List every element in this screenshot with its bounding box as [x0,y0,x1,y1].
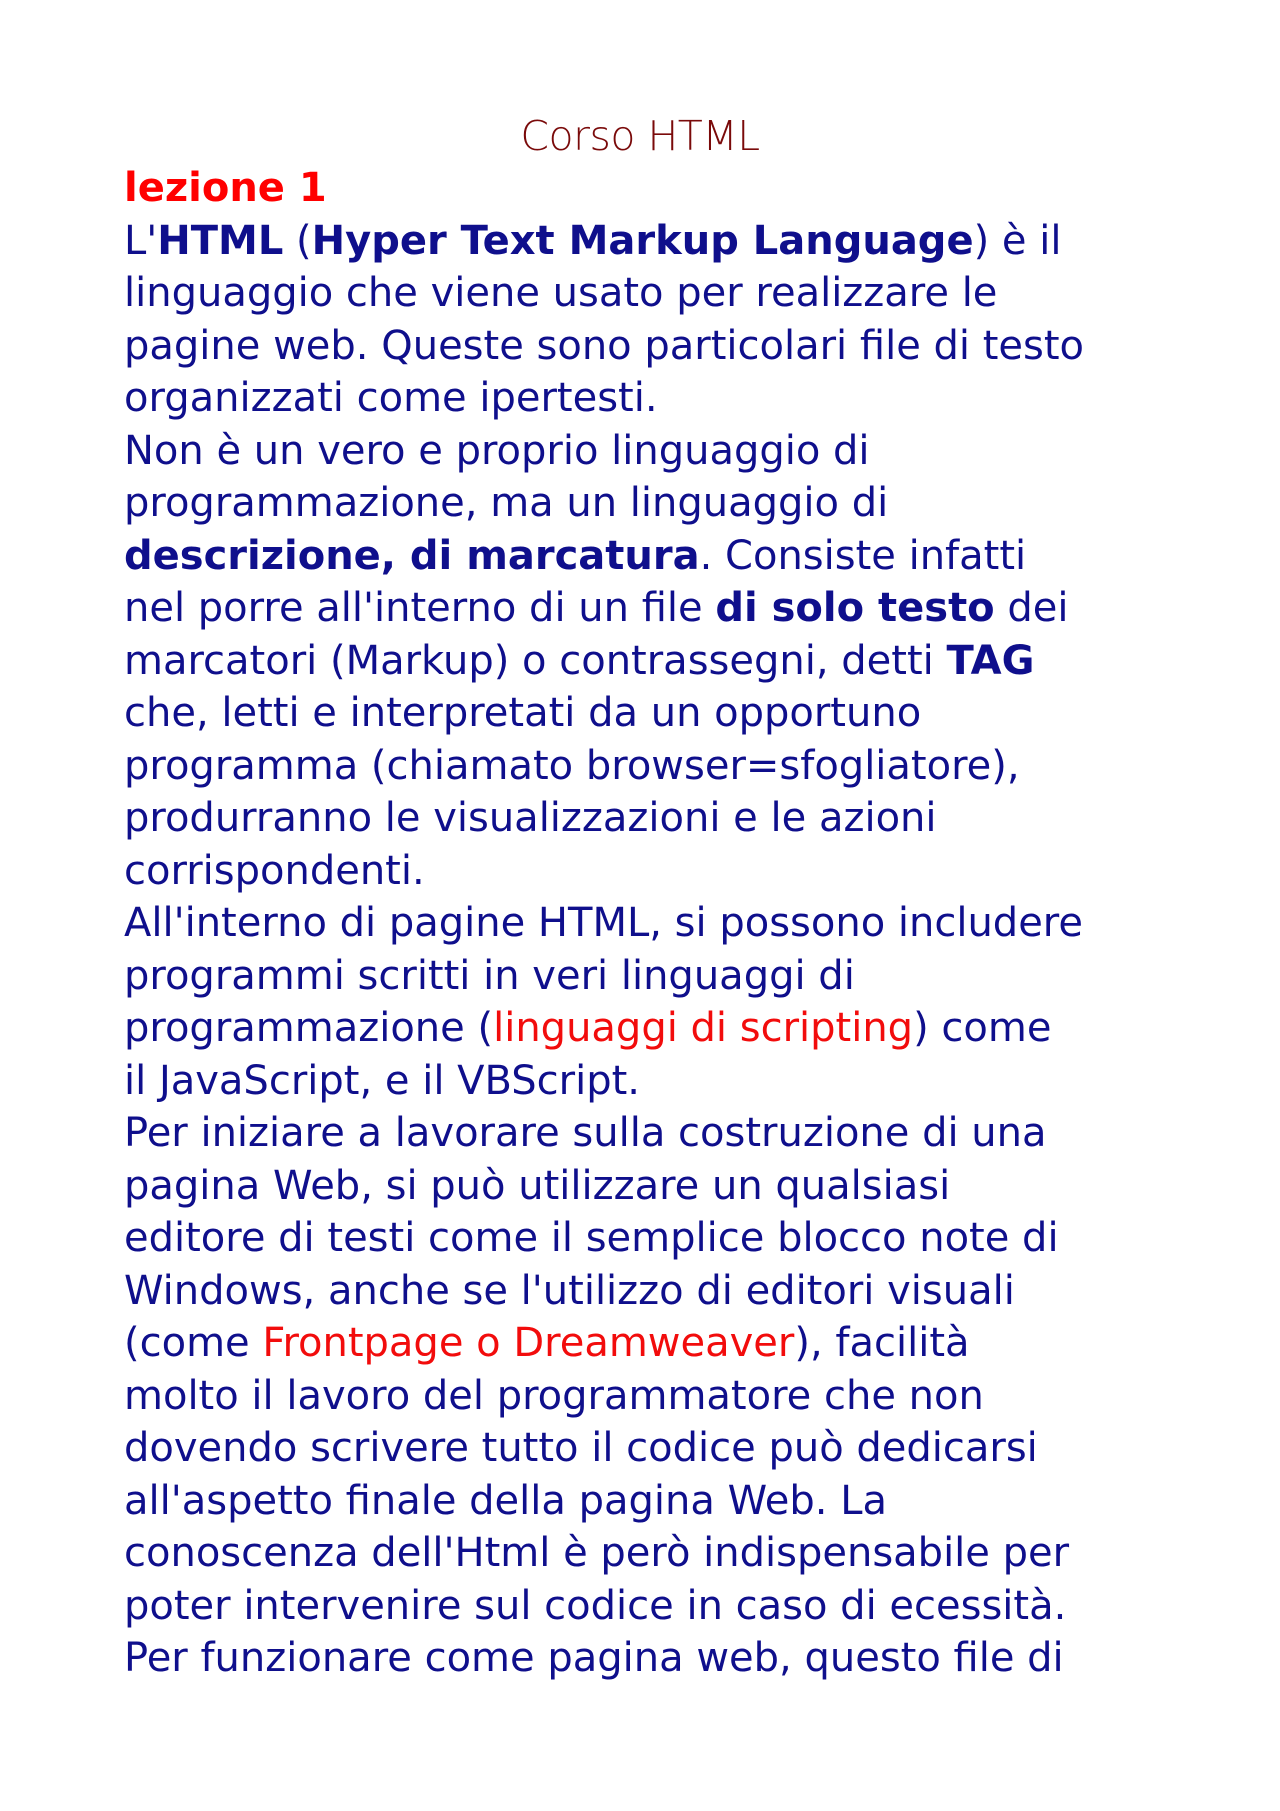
bold-text: TAG [946,637,1035,684]
text-run: corrispondenti. [124,847,425,894]
text-line [124,1475,1254,1528]
text-line [124,1160,1254,1213]
paragraph-text [124,215,1254,1685]
text-run: poter intervenire sul codice in caso di ecessità. [124,1582,1067,1629]
text-run: L' [124,217,158,264]
text-line [124,1265,1254,1318]
document-body [124,162,1254,1685]
text-line [124,1317,1254,1370]
text-run: conoscenza dell'Html è però indispensabile per [124,1530,1070,1576]
bold-text: di solo testo [715,585,995,631]
text-run: molto il lavoro del programmatore che non [124,1372,984,1419]
text-run: organizzati come ipertesti. [124,375,658,421]
text-run: Windows, anche se l'utilizzo di editori visuali [124,1267,1015,1314]
text-run: all'aspetto finale della pagina Web. La [124,1477,888,1524]
text-line [124,897,1254,950]
text-line [124,1527,1254,1580]
text-line [124,582,1254,635]
text-run: All'interno di pagine HTML, si possono includere [124,900,1083,946]
text-line [124,687,1254,740]
text-line [124,1002,1254,1055]
text-run: produrranno le visualizzazioni e le azioni [124,795,937,841]
lesson-heading: lezione 1 [124,165,327,211]
text-run: . Consiste infatti [699,532,1027,579]
text-run: ), facilità [794,1320,970,1366]
bold-text: descrizione, di marcatura [124,532,700,579]
text-run: programmazione ( [124,1005,494,1051]
text-run: (come [124,1320,263,1366]
text-line [124,740,1254,793]
text-line [124,635,1254,688]
text-line [124,320,1254,373]
text-run: dei [994,585,1069,631]
text-run: programmazione, ma un linguaggio di [124,480,889,526]
text-run: dovendo scrivere tutto il codice può dedicarsi [124,1425,1038,1471]
text-line [124,1422,1254,1475]
text-line [124,1632,1254,1685]
text-run: pagina Web, si può utilizzare un qualsiasi [124,1162,951,1209]
text-line [124,425,1254,478]
text-line [124,267,1254,320]
highlighted-text: linguaggi di scripting [493,1005,914,1051]
highlighted-text: Frontpage o Dreamweaver [262,1320,795,1366]
text-run: ) come [913,1005,1052,1051]
text-line [124,1107,1254,1160]
text-line [124,792,1254,845]
text-line [124,845,1254,898]
text-run: editore di testi come il semplice blocco note di [124,1215,1059,1261]
text-run: Per iniziare a lavorare sulla costruzione di una [124,1110,1047,1156]
text-line [124,215,1254,268]
text-run: il JavaScript, e il VBScript. [124,1057,640,1104]
text-run: linguaggio che viene usato per realizzare le [124,270,998,316]
text-run: programma (chiamato browser=sfogliatore), [124,742,1020,789]
bold-text: HTML [157,217,284,264]
text-line [124,1370,1254,1423]
text-run: Per funzionare come pagina web, questo file di [124,1635,1064,1681]
document-title: Corso HTML [520,112,760,160]
text-line [124,1580,1254,1633]
text-run: che, letti e interpretati da un opportuno [124,690,922,736]
text-line [124,372,1254,425]
text-run: nel porre all'interno di un file [124,585,716,631]
text-run: pagine web. Queste sono particolari file di testo [124,322,1085,369]
text-run: Non è un vero e proprio linguaggio di [124,427,870,474]
text-run: marcatori (Markup) o contrassegni, detti [124,637,947,684]
text-line [124,950,1254,1003]
text-run: ) è il [973,217,1062,264]
text-line [124,477,1254,530]
text-line [124,1055,1254,1108]
text-line [124,530,1254,583]
text-run: programmi scritti in veri linguaggi di [124,952,855,999]
bold-text: Hyper Text Markup Language [311,217,974,264]
text-line [124,1212,1254,1265]
text-run: ( [283,217,312,264]
